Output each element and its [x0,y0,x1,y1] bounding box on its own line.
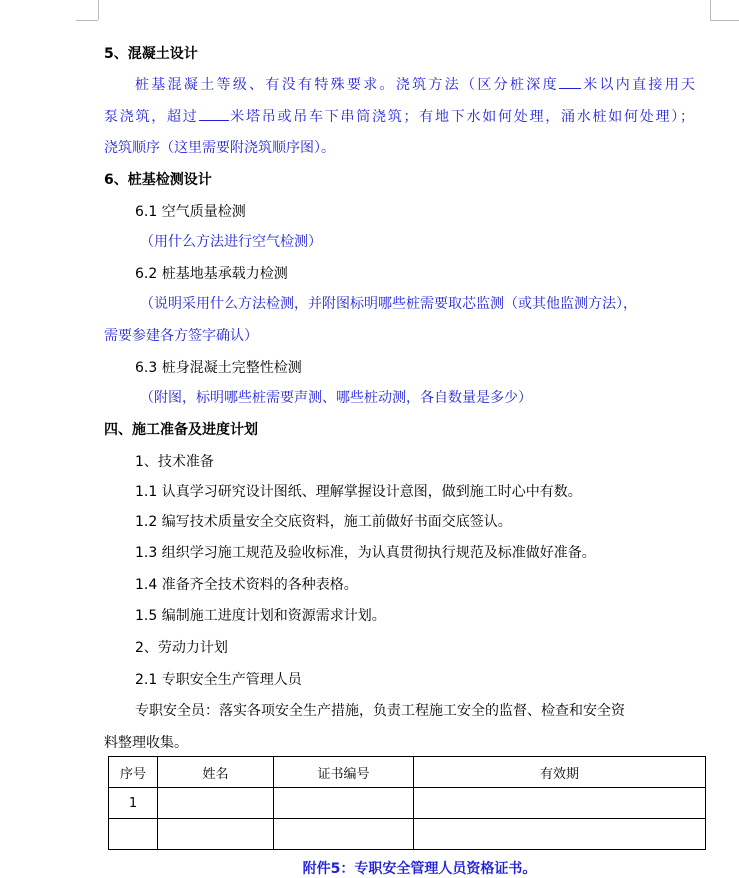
section-6-heading: 6、桩基检测设计 [104,172,212,188]
section-5-paragraph-line-2 [104,106,694,127]
labor-desc-line-1: 专职安全员：落实各项安全生产措施，负责工程施工安全的监督、检查和安全资 [135,703,625,719]
subsection-6-2: 6.2 桩基地基承载力检测 [135,266,288,282]
subsection-6-3-note: （附图，标明哪些桩需要声测、哪些桩动测，各自数量是多少） [140,390,532,406]
tech-item-1-4: 1.4 准备齐全技术资料的各种表格。 [135,577,358,593]
crop-mark-top-right [710,0,711,20]
section-4-heading: 四、施工准备及进度计划 [104,422,258,438]
section-5-paragraph-line-3: 浇筑顺序（这里需要附浇筑顺序图）。 [104,140,335,156]
table-cell [274,819,414,850]
table-cell [158,819,274,850]
subsection-6-2-note-line-1: （说明采用什么方法检测，并附图标明哪些桩需要取芯监测（或其他监测方法）， [140,296,637,312]
subsection-6-1-note: （用什么方法进行空气检测） [140,234,322,250]
table-cell [109,819,158,850]
text-run: 米以内直接用天 [580,77,696,93]
tech-item-1-1: 1.1 认真学习研究设计图纸、理解掌握设计意图，做到施工时心中有数。 [135,484,582,500]
tech-item-1-2: 1.2 编写技术质量安全交底资料，施工前做好书面交底签认。 [135,514,512,530]
attachment-caption: 附件5：专职安全管理人员资格证书。 [302,861,537,877]
text-run: 桩基混凝土等级、有没有特殊要求。浇筑方法（区分桩深度 [135,77,559,93]
header-cell-index: 序号 [109,757,158,788]
text-run: 米塔吊或吊车下串筒浇筑；有地下水如何处理，涌水桩如何处理）； [228,109,694,125]
table-cell [414,788,706,819]
table-header-row [109,757,706,788]
tech-item-1-5: 1.5 编制施工进度计划和资源需求计划。 [135,608,386,624]
labor-desc-line-2: 料整理收集。 [104,735,188,751]
subsection-6-3: 6.3 桩身混凝土完整性检测 [135,360,302,376]
blank-underline [199,106,229,121]
table-cell [158,788,274,819]
table-cell [274,788,414,819]
tech-prep-heading: 1、技术准备 [135,454,214,470]
section-5-heading: 5、混凝土设计 [104,46,198,62]
crop-mark-top-left [76,20,98,21]
crop-mark-top-left [98,0,99,20]
table-cell: 1 [109,788,158,819]
blank-underline [559,74,581,89]
section-5-paragraph-line-1 [135,74,695,95]
certificate-table [108,756,706,850]
header-cell-validity: 有效期 [414,757,706,788]
subsection-6-2-note-line-2: 需要参建各方签字确认） [104,328,258,344]
tech-item-1-3: 1.3 组织学习施工规范及验收标准，为认真贯彻执行规范及标准做好准备。 [135,545,596,561]
header-cell-name: 姓名 [158,757,274,788]
table-row [109,819,706,850]
subsection-6-1: 6.1 空气质量检测 [135,204,246,220]
header-cell-cert-no: 证书编号 [274,757,414,788]
table-row [109,788,706,819]
labor-item-2-1: 2.1 专职安全生产管理人员 [135,672,302,688]
labor-plan-heading: 2、劳动力计划 [135,640,228,656]
crop-mark-top-right [710,20,739,21]
table-cell [414,819,706,850]
text-run: 泵浇筑，超过 [104,109,199,125]
